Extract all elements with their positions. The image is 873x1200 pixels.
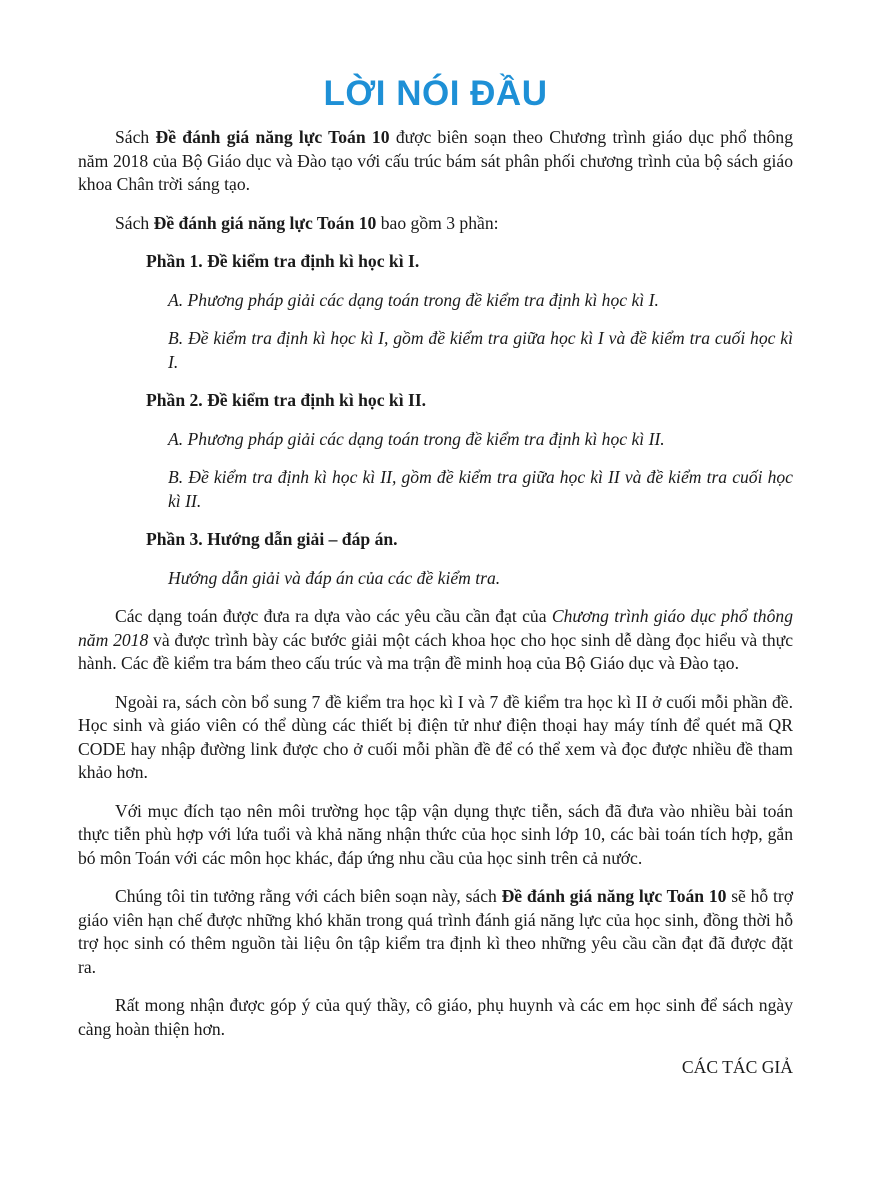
thanks-paragraph: Rất mong nhận được góp ý của quý thầy, cô giáo, phụ huynh và các em học sinh để sách ngày càng hoàn thiện hơn. [78,995,793,1039]
extra-paragraph: Ngoài ra, sách còn bổ sung 7 đề kiểm tra học kì I và 7 đề kiểm tra học kì II ở cuối mỗi phần đề. Học sinh và giáo viên có thể dùng các thiết bị điện tử như điện thoại hay máy tính để quét mã QR CODE hay nhập đường link được cho ở cuối mỗi phần đề để có thể xem và đọc được nhiều đề tham khảo hơn. [78,691,793,782]
book-title-bold: Đề đánh giá năng lực Toán 10 [155,127,390,147]
book-title-bold: Đề đánh giá năng lực Toán 10 [153,212,377,233]
part-3-heading: Phần 3. Hướng dẫn giải – đáp án. [146,529,398,549]
intro-text-2: được biên soạn theo Chương trình giáo dục phổ thông năm 2018 của Bộ Giáo dục và Đào tạo với cấu trúc bám sát phân phối chương trình của bộ sách giáo khoa Chân trời sáng tạo. [78,127,793,194]
signature: CÁC TÁC GIẢ [681,1057,793,1077]
types-text-1: Các dạng toán được đưa ra dựa vào các yêu cầu cần đạt của [115,606,552,626]
part-1-item-a: A. Phương pháp giải các dạng toán trong đề kiểm tra định kì học kì I. [168,289,659,310]
intro-text-1: Sách [115,127,156,147]
part-2-item-a: A. Phương pháp giải các dạng toán trong đề kiểm tra định kì học kì II. [168,428,665,449]
goal-paragraph: Với mục đích tạo nên môi trường học tập vận dụng thực tiễn, sách đã đưa vào nhiều bài toán thực tiễn phù hợp với lứa tuổi và khả năng nhận thức của học sinh lớp 10, các bài toán tích hợp, gắn bó môn Toán với các môn học khác, đáp ứng nhu cầu của học sinh trên cả nước. [78,800,793,868]
part-2-heading: Phần 2. Đề kiểm tra định kì học kì II. [146,390,427,410]
types-text-2: và được trình bày các bước giải một cách khoa học cho học sinh dễ dàng đọc hiểu và thực hành. Các đề kiểm tra bám theo cấu trúc và ma trận đề minh hoạ của Bộ Giáo dục và Đào tạo. [78,629,794,673]
intro-paragraph [78,126,793,197]
parts-intro-text-2: bao gồm 3 phần: [376,212,499,233]
types-paragraph [78,605,793,676]
page-title: LỜI NÓI ĐẦU [323,74,548,113]
part-1-item-b: B. Đề kiểm tra định kì học kì I, gồm đề kiểm tra giữa học kì I và đề kiểm tra cuối học kì I. [168,328,793,372]
parts-intro-text-1: Sách [115,212,154,233]
belief-paragraph [78,885,793,979]
parts-intro-paragraph [78,212,793,236]
part-1-heading: Phần 1. Đề kiểm tra định kì học kì I. [146,251,420,271]
book-title-bold: Đề đánh giá năng lực Toán 10 [501,886,727,906]
belief-text-2: sẽ hỗ trợ giáo viên hạn chế được những khó khăn trong quá trình đánh giá năng lực của học sinh, đồng thời hỗ trợ học sinh có thêm nguồn tài liệu ôn tập kiểm tra định kì theo những yêu cầu cần đạt đã được đặt ra. [78,886,794,977]
part-3-item-a: Hướng dẫn giải và đáp án của các đề kiểm tra. [168,567,501,588]
program-title-italic: Chương trình giáo dục phổ thông năm 2018 [78,606,793,650]
belief-text-1: Chúng tôi tin tưởng rằng với cách biên soạn này, sách [115,886,502,906]
part-2-item-b: B. Đề kiểm tra định kì học kì II, gồm đề kiểm tra giữa học kì II và đề kiểm tra cuối học kì II. [168,467,793,511]
